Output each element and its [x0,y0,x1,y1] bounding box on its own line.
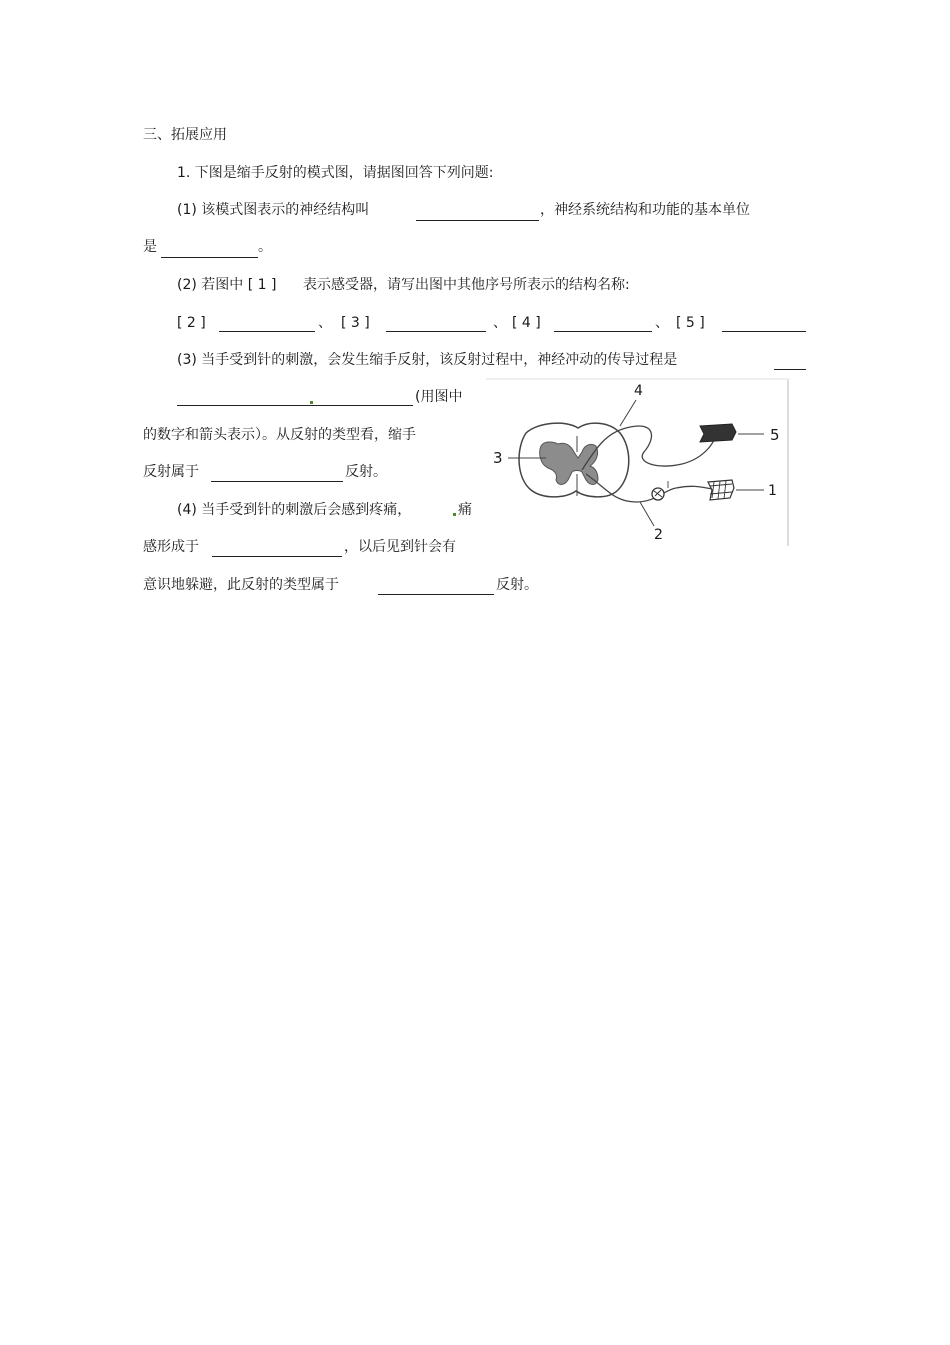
q4-text-tong: 痛 [458,502,472,518]
q3-text-cont3: 反射属于 [143,464,199,480]
question-intro: 1. 下图是缩手反射的模式图，请据图回答下列问题: [177,165,494,181]
q4-blank-1[interactable] [212,556,342,557]
q2-blank-2[interactable] [219,331,315,332]
q1-answer-blank-2[interactable] [161,257,258,258]
q4-text-end: 反射。 [496,577,538,593]
q3-blank-1b[interactable] [177,405,413,406]
q3-blank-2[interactable] [211,481,343,482]
q2-label-5: [ 5 ] [676,315,705,331]
q2-label-3: [ 3 ] [341,315,370,331]
q3-blank-1a[interactable] [774,369,806,370]
stray-mark-2 [453,513,456,516]
effector-muscle [700,424,736,442]
q2-blank-3[interactable] [386,331,486,332]
q4-text-cont: 感形成于 [143,539,199,555]
q2-sep-a: 、 [318,315,332,331]
q1-text-shi: 是 [143,239,157,255]
stray-mark [310,401,313,404]
q4-text-cont2: ，以后见到针会有 [344,539,456,555]
reflex-arc-figure [486,378,790,548]
q4-blank-2[interactable] [378,594,494,595]
figure-label-4: 4 [634,383,643,399]
q2-sep-b: 、 [493,315,507,331]
figure-label-3: 3 [493,449,503,467]
figure-label-1: 1 [768,483,777,499]
q2-text: (2) 若图中 [ 1 ] [177,277,277,293]
q4-text-cont3: 意识地躲避，此反射的类型属于 [143,577,339,593]
q2-label-4: [ 4 ] [512,315,541,331]
q1-period: 。 [258,239,272,255]
figure-label-5: 5 [770,426,780,444]
receptor-skin [708,480,734,500]
q1-text-cont: ，神经系统结构和功能的基本单位 [540,202,750,218]
q2-blank-5[interactable] [722,331,806,332]
q2-sep-c: 、 [655,315,669,331]
figure-label-2: 2 [654,527,663,543]
q3-text: (3) 当手受到针的刺激，会发生缩手反射，该反射过程中，神经冲动的传导过程是 [177,352,678,368]
q2-text-cont: 表示感受器，请写出图中其他序号所表示的结构名称: [303,277,630,293]
q2-label-2: [ 2 ] [177,315,206,331]
q3-text-end: 反射。 [345,464,387,480]
q3-text-cont: (用图中 [415,389,463,405]
q1-text: (1) 该模式图表示的神经结构叫 [177,202,370,218]
section-title: 三、拓展应用 [143,127,227,143]
q2-blank-4[interactable] [554,331,652,332]
q1-answer-blank-1[interactable] [416,220,539,221]
q4-text: (4) 当手受到针的刺激后会感到疼痛， [177,502,412,518]
q3-text-cont2: 的数字和箭头表示）。从反射的类型看，缩手 [143,427,416,443]
